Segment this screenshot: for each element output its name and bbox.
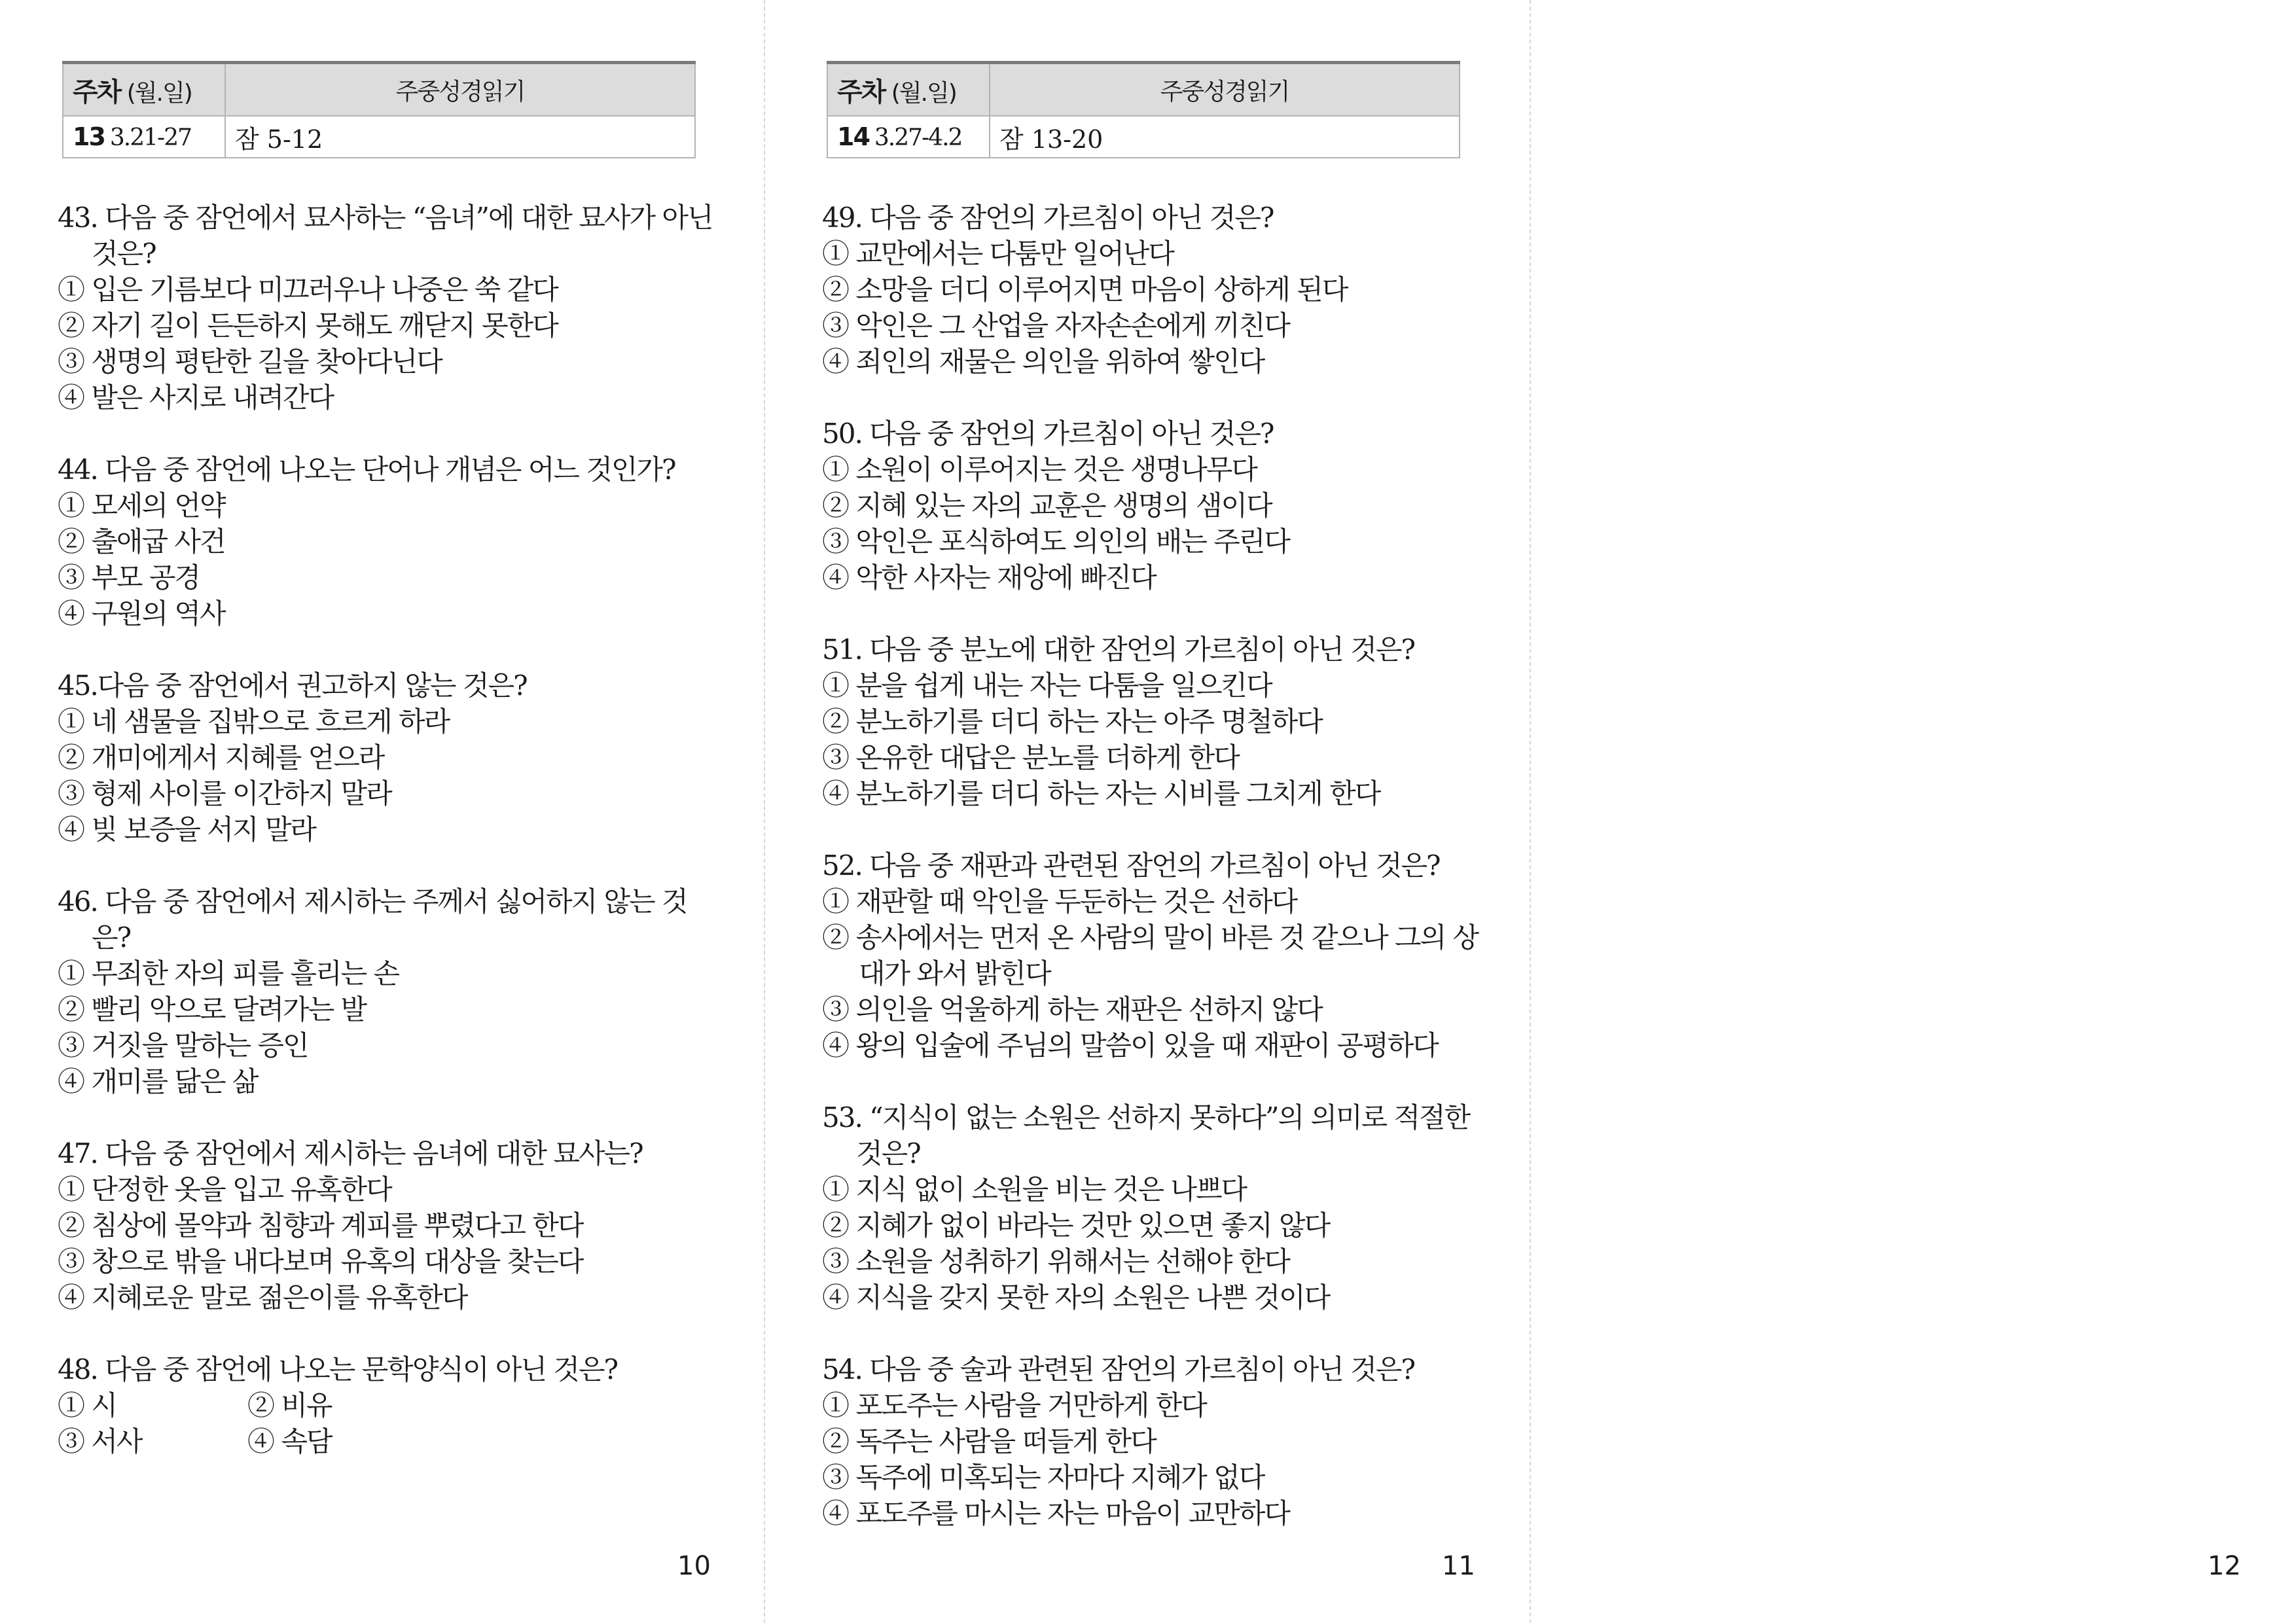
- answer-option: ④ 발은 사지로 내려간다: [58, 382, 334, 414]
- question-item: [822, 200, 1483, 380]
- answer-option: ② 독주는 사람을 떠들게 한다: [822, 1425, 1156, 1457]
- answer-option: ① 지식 없이 소원을 비는 것은 나쁘다: [822, 1173, 1247, 1205]
- question-item: [822, 1099, 1483, 1315]
- answer-options: [58, 704, 719, 847]
- answer-option: ③ 독주에 미혹되는 자마다 지혜가 없다: [822, 1461, 1265, 1493]
- question-list: [822, 200, 1483, 1567]
- answer-option: ③ 창으로 밖을 내다보며 유혹의 대상을 찾는다: [58, 1245, 583, 1277]
- answer-option: ③ 형제 사이를 이간하지 말라: [58, 777, 391, 810]
- question-stem: 44. 다음 중 잠언에 나오는 단어나 개념은 어느 것인가?: [58, 454, 675, 486]
- answer-option: ② 지혜가 없이 바라는 것만 있으면 좋지 않다: [822, 1209, 1330, 1241]
- answer-option: ③ 소원을 성취하기 위해서는 선해야 한다: [822, 1245, 1289, 1277]
- answer-option: ② 비유: [247, 1389, 332, 1421]
- page-number: 12: [2208, 1551, 2241, 1581]
- question-stem: 45.다음 중 잠언에서 권고하지 않는 것은?: [58, 669, 527, 702]
- reading-cell: 잠 13-20: [990, 116, 1460, 158]
- answer-option: ② 개미에게서 지혜를 얻으라: [58, 741, 384, 774]
- answer-option: ④ 왕의 입술에 주님의 말씀이 있을 때 재판이 공평하다: [822, 1029, 1438, 1061]
- reading-schedule-table: [827, 61, 1460, 158]
- question-stem: 49. 다음 중 잠언의 가르침이 아닌 것은?: [822, 202, 1274, 234]
- question-list: [58, 200, 719, 1495]
- answer-option: ① 시: [58, 1389, 117, 1421]
- answer-option: ① 단정한 옷을 입고 유혹한다: [58, 1173, 391, 1205]
- answer-option: ③ 악인은 그 산업을 자자손손에게 끼친다: [822, 310, 1289, 342]
- reading-schedule-table: [62, 61, 696, 158]
- reading-column-header: 주중성경읽기: [225, 63, 695, 116]
- page-10: [0, 0, 764, 1623]
- page-11: [764, 0, 1530, 1623]
- question-stem: 52. 다음 중 재판과 관련된 잠언의 가르침이 아닌 것은?: [822, 849, 1440, 882]
- answer-option: ② 지혜 있는 자의 교훈은 생명의 샘이다: [822, 490, 1272, 522]
- answer-options: [822, 452, 1483, 596]
- answer-option: ① 입은 기름보다 미끄러우나 나중은 쑥 같다: [58, 274, 558, 306]
- question-item: [58, 200, 719, 416]
- answer-option: ② 자기 길이 든든하지 못해도 깨닫지 못한다: [58, 310, 558, 342]
- answer-option: ④ 분노하기를 더디 하는 자는 시비를 그치게 한다: [822, 777, 1380, 810]
- page-number: 11: [1442, 1551, 1475, 1581]
- answer-option: ② 출애굽 사건: [58, 526, 225, 558]
- answer-option: ② 분노하기를 더디 하는 자는 아주 명철하다: [822, 705, 1322, 738]
- week-cell: 14 3.27-4.2: [827, 116, 990, 158]
- question-item: [58, 452, 719, 632]
- answer-options: [822, 668, 1483, 812]
- table-header-row: [63, 63, 695, 116]
- page-number: 10: [677, 1551, 711, 1581]
- answer-option: ④ 지혜로운 말로 젊은이를 유혹한다: [58, 1281, 467, 1313]
- answer-option: ① 분을 쉽게 내는 자는 다툼을 일으킨다: [822, 669, 1272, 702]
- answer-option: ② 침상에 몰약과 침향과 계피를 뿌렸다고 한다: [58, 1209, 583, 1241]
- answer-option: ④ 구원의 역사: [58, 597, 225, 630]
- answer-option: ① 네 샘물을 집밖으로 흐르게 하라: [58, 705, 450, 738]
- answer-option: ① 소원이 이루어지는 것은 생명나무다: [822, 454, 1257, 486]
- answer-option: ① 무죄한 자의 피를 흘리는 손: [58, 957, 399, 990]
- table-row: [63, 116, 695, 158]
- table-header-row: [827, 63, 1460, 116]
- answer-option: ④ 포도주를 마시는 자는 마음이 교만하다: [822, 1497, 1289, 1529]
- answer-option: ③ 악인은 포식하여도 의인의 배는 주린다: [822, 526, 1289, 558]
- week-cell: 13 3.21-27: [63, 116, 225, 158]
- question-item: [822, 632, 1483, 812]
- answer-option: ④ 지식을 갖지 못한 자의 소원은 나쁜 것이다: [822, 1281, 1330, 1313]
- question-stem: 53. “지식이 없는 소원은 선하지 못하다”의 의미로 적절한 것은?: [822, 1101, 1470, 1169]
- answer-option: ① 포도주는 사람을 거만하게 한다: [822, 1389, 1206, 1421]
- question-stem: 47. 다음 중 잠언에서 제시하는 음녀에 대한 묘사는?: [58, 1137, 643, 1169]
- question-item: [58, 1351, 719, 1459]
- question-item: [58, 1135, 719, 1315]
- question-item: [822, 416, 1483, 596]
- question-stem: 43. 다음 중 잠언에서 묘사하는 “음녀”에 대한 묘사가 아닌 것은?: [58, 202, 713, 270]
- answer-option: ③ 온유한 대답은 분노를 더하게 한다: [822, 741, 1239, 774]
- question-item: [822, 847, 1483, 1063]
- answer-option: ① 교만에서는 다툼만 일어난다: [822, 238, 1174, 270]
- answer-options: [822, 1387, 1483, 1531]
- reading-cell: 잠 5-12: [225, 116, 695, 158]
- question-stem: 54. 다음 중 술과 관련된 잠언의 가르침이 아닌 것은?: [822, 1353, 1414, 1385]
- question-stem: 51. 다음 중 분노에 대한 잠언의 가르침이 아닌 것은?: [822, 633, 1414, 666]
- answer-options: [58, 1171, 719, 1315]
- answer-options: [822, 883, 1483, 1063]
- answer-option: ③ 부모 공경: [58, 562, 200, 594]
- answer-option: ② 송사에서는 먼저 온 사람의 말이 바른 것 같으나 그의 상대가 와서 밝힌다: [822, 921, 1479, 990]
- question-item: [58, 883, 719, 1099]
- answer-option: ③ 서사: [58, 1425, 142, 1457]
- answer-options: [58, 272, 719, 416]
- answer-option: ③ 생명의 평탄한 길을 찾아다닌다: [58, 346, 442, 378]
- answer-options: [58, 1387, 719, 1459]
- answer-option: ④ 악한 사자는 재앙에 빠진다: [822, 562, 1156, 594]
- answer-options: [822, 236, 1483, 380]
- page-12: [1530, 0, 2296, 1623]
- answer-option: ④ 개미를 닮은 삶: [58, 1065, 258, 1097]
- answer-option: ④ 빚 보증을 서지 말라: [58, 813, 315, 846]
- answer-option: ① 모세의 언약: [58, 490, 225, 522]
- answer-option: ③ 의인을 억울하게 하는 재판은 선하지 않다: [822, 993, 1322, 1026]
- answer-options: [822, 1171, 1483, 1315]
- answer-option: ③ 거짓을 말하는 증인: [58, 1029, 308, 1061]
- answer-option: ② 소망을 더디 이루어지면 마음이 상하게 된다: [822, 274, 1348, 306]
- question-item: [58, 668, 719, 847]
- question-stem: 50. 다음 중 잠언의 가르침이 아닌 것은?: [822, 418, 1274, 450]
- week-column-header: 주차 (월.일): [63, 63, 225, 116]
- table-row: [827, 116, 1460, 158]
- answer-option: ① 재판할 때 악인을 두둔하는 것은 선하다: [822, 885, 1297, 918]
- answer-option: ④ 죄인의 재물은 의인을 위하여 쌓인다: [822, 346, 1265, 378]
- reading-column-header: 주중성경읽기: [990, 63, 1460, 116]
- week-column-header: 주차 (월.일): [827, 63, 990, 116]
- question-stem: 46. 다음 중 잠언에서 제시하는 주께서 싫어하지 않는 것은?: [58, 885, 687, 954]
- answer-options: [58, 955, 719, 1099]
- question-stem: 48. 다음 중 잠언에 나오는 문학양식이 아닌 것은?: [58, 1353, 618, 1385]
- answer-option: ④ 속담: [247, 1425, 332, 1457]
- question-item: [822, 1351, 1483, 1531]
- answer-options: [58, 488, 719, 632]
- answer-option: ② 빨리 악으로 달려가는 발: [58, 993, 367, 1026]
